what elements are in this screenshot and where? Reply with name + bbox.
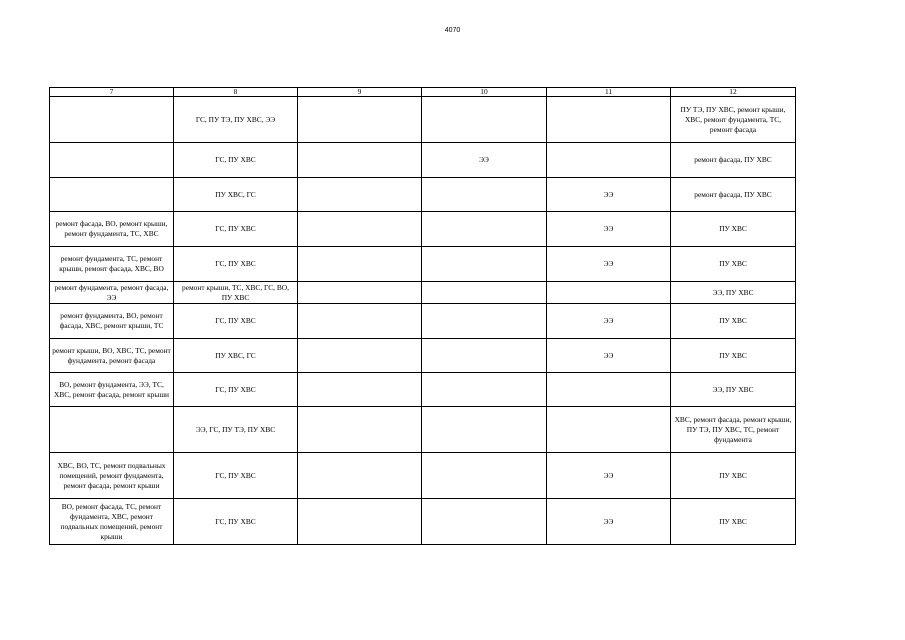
table-cell-col-10 — [422, 178, 547, 212]
table-cell-col-7: ВО, ремонт фундамента, ЭЭ, ТС, ХВС, ремонт фасада, ремонт крыши — [50, 373, 174, 407]
table-row — [50, 373, 796, 407]
table-cell-col-11 — [547, 373, 671, 407]
table-cell-col-11: ЭЭ — [547, 453, 671, 499]
table-cell-col-7: ХВС, ВО, ТС, ремонт подвальных помещений, ремонт фундамента, ремонт фасада, ремонт крыши — [50, 453, 174, 499]
table-row — [50, 212, 796, 247]
column-header-7: 7 — [50, 88, 174, 97]
table-row — [50, 304, 796, 339]
data-table — [49, 87, 796, 545]
table-cell-col-8: ГС, ПУ ХВС — [174, 212, 298, 247]
table-cell-col-11: ЭЭ — [547, 212, 671, 247]
table-cell-col-12: ПУ ХВС — [671, 453, 796, 499]
table-cell-col-8: ремонт крыши, ТС, ХВС, ГС, ВО, ПУ ХВС — [174, 282, 298, 304]
table-cell-col-12: ремонт фасада, ПУ ХВС — [671, 143, 796, 178]
table-row — [50, 499, 796, 545]
column-header-11: 11 — [547, 88, 671, 97]
table-cell-col-12: ПУ ХВС — [671, 304, 796, 339]
table-cell-col-8: ГС, ПУ ХВС — [174, 453, 298, 499]
table-cell-col-7: ремонт фундамента, ТС, ремонт крыши, ремонт фасада, ХВС, ВО — [50, 247, 174, 282]
table-cell-col-7 — [50, 407, 174, 453]
table-cell-col-9 — [298, 143, 422, 178]
table-cell-col-8: ГС, ПУ ТЭ, ПУ ХВС, ЭЭ — [174, 97, 298, 143]
table-cell-col-11: ЭЭ — [547, 247, 671, 282]
table-body — [50, 97, 796, 545]
table-cell-col-7 — [50, 97, 174, 143]
table-cell-col-7: ремонт фундамента, ремонт фасада, ЭЭ — [50, 282, 174, 304]
table-cell-col-7 — [50, 178, 174, 212]
table-cell-col-11 — [547, 143, 671, 178]
table-cell-col-11: ЭЭ — [547, 499, 671, 545]
table-cell-col-8: ПУ ХВС, ГС — [174, 339, 298, 373]
table-cell-col-11 — [547, 407, 671, 453]
table-row — [50, 247, 796, 282]
table-row — [50, 407, 796, 453]
table-cell-col-12: ремонт фасада, ПУ ХВС — [671, 178, 796, 212]
table-cell-col-10 — [422, 247, 547, 282]
table-cell-col-10 — [422, 212, 547, 247]
table-cell-col-7: ремонт крыши, ВО, ХВС, ТС, ремонт фундамента, ремонт фасада — [50, 339, 174, 373]
table-cell-col-10: ЭЭ — [422, 143, 547, 178]
table-cell-col-12: ПУ ХВС — [671, 339, 796, 373]
table-cell-col-12: ПУ ХВС — [671, 247, 796, 282]
table-cell-col-12: ПУ ХВС — [671, 499, 796, 545]
column-header-9: 9 — [298, 88, 422, 97]
column-header-10: 10 — [422, 88, 547, 97]
table-row — [50, 143, 796, 178]
table-cell-col-9 — [298, 178, 422, 212]
table-cell-col-11 — [547, 97, 671, 143]
table-cell-col-10 — [422, 97, 547, 143]
table-cell-col-7 — [50, 143, 174, 178]
table-cell-col-7: ремонт фасада, ВО, ремонт крыши, ремонт фундамента, ТС, ХВС — [50, 212, 174, 247]
table-cell-col-8: ЭЭ, ГС, ПУ ТЭ, ПУ ХВС — [174, 407, 298, 453]
table-cell-col-9 — [298, 212, 422, 247]
table-cell-col-10 — [422, 499, 547, 545]
table-cell-col-8: ГС, ПУ ХВС — [174, 304, 298, 339]
table-cell-col-8: ГС, ПУ ХВС — [174, 247, 298, 282]
table-cell-col-10 — [422, 339, 547, 373]
table-cell-col-7: ремонт фундамента, ВО, ремонт фасада, ХВС, ремонт крыши, ТС — [50, 304, 174, 339]
table-cell-col-8: ГС, ПУ ХВС — [174, 143, 298, 178]
table-cell-col-11: ЭЭ — [547, 304, 671, 339]
table-cell-col-8: ГС, ПУ ХВС — [174, 373, 298, 407]
table-cell-col-9 — [298, 304, 422, 339]
table-row — [50, 339, 796, 373]
column-header-12: 12 — [671, 88, 796, 97]
table-row — [50, 282, 796, 304]
table-cell-col-9 — [298, 97, 422, 143]
table-cell-col-12: ХВС, ремонт фасада, ремонт крыши, ПУ ТЭ, ПУ ХВС, ТС, ремонт фундамента — [671, 407, 796, 453]
table-cell-col-9 — [298, 339, 422, 373]
column-header-8: 8 — [174, 88, 298, 97]
table-cell-col-12: ЭЭ, ПУ ХВС — [671, 282, 796, 304]
table-cell-col-11: ЭЭ — [547, 339, 671, 373]
table-row — [50, 178, 796, 212]
table-cell-col-12: ЭЭ, ПУ ХВС — [671, 373, 796, 407]
header-row — [50, 88, 796, 97]
table-cell-col-12: ПУ ХВС — [671, 212, 796, 247]
table-cell-col-7: ВО, ремонт фасада, ТС, ремонт фундамента, ХВС, ремонт подвальных помещений, ремонт крыши — [50, 499, 174, 545]
table-cell-col-12: ПУ ТЭ, ПУ ХВС, ремонт крыши, ХВС, ремонт фундамента, ТС, ремонт фасада — [671, 97, 796, 143]
table-cell-col-8: ПУ ХВС, ГС — [174, 178, 298, 212]
page-number: 4070 — [444, 27, 461, 34]
table-cell-col-10 — [422, 453, 547, 499]
table-cell-col-9 — [298, 453, 422, 499]
table-cell-col-10 — [422, 373, 547, 407]
table-cell-col-9 — [298, 407, 422, 453]
table-cell-col-10 — [422, 282, 547, 304]
table-row — [50, 453, 796, 499]
table-cell-col-8: ГС, ПУ ХВС — [174, 499, 298, 545]
table-cell-col-9 — [298, 373, 422, 407]
table-row — [50, 97, 796, 143]
table-cell-col-9 — [298, 282, 422, 304]
table-cell-col-10 — [422, 407, 547, 453]
table-cell-col-11 — [547, 282, 671, 304]
table-cell-col-9 — [298, 247, 422, 282]
table-cell-col-11: ЭЭ — [547, 178, 671, 212]
table-cell-col-9 — [298, 499, 422, 545]
table-cell-col-10 — [422, 304, 547, 339]
